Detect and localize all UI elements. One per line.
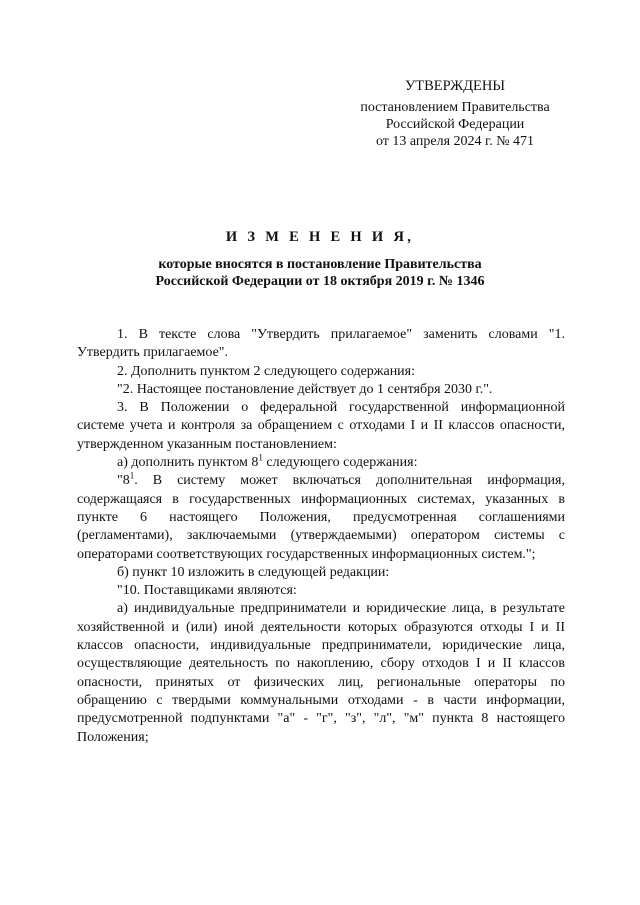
document-subtitle-line-1: которые вносятся в постановление Правительства (158, 257, 482, 272)
paragraph-6 (77, 472, 565, 563)
approval-heading: УТВЕРЖДЕНЫ (404, 78, 506, 94)
paragraph-6-text-b: . В систему может включаться дополнительная информация, содержащаяся в государственных информационных системах, указанных в пункте 6 настоящего Положения, предусмотренная соглашениями (регламентами), заключаемыми (утверждаемыми) оператором системы с операторами соответствующих государственных информационных систем."; (77, 473, 565, 562)
document-title: И З М Е Н Е Н И Я, (225, 229, 415, 245)
paragraph-5-text-a: а) дополнить пунктом 8 (117, 455, 259, 471)
approval-line-1: постановлением Правительства (360, 100, 550, 115)
document-title-block (0, 228, 640, 290)
paragraph-6-superscript: 1 (129, 470, 135, 481)
document-subtitle-line-2: Российской Федерации от 18 октября 2019 г. № 1346 (155, 274, 485, 289)
paragraph-5-superscript: 1 (258, 452, 263, 463)
paragraph-2: 2. Дополнить пунктом 2 следующего содержания: (117, 363, 416, 379)
paragraph-6-text-a: "8 (117, 473, 130, 489)
paragraph-9: а) индивидуальные предприниматели и юридические лица, в результате хозяйственной и (или) иной деятельности которых образуются отходы I и II классов опасности, индивидуальные предприниматели, юридические лица, осуществляющие деятельность по накоплению, сбору отходов I и II классов опасности, принятых от физических лиц, региональные операторы по обращению с твердыми коммунальными отходами - в части информации, предусмотренной подпунктами "а" - "г", "з", "л", "м" пункта 8 настоящего Положения; (77, 601, 565, 745)
paragraph-5 (77, 454, 565, 472)
document-body (77, 326, 565, 747)
paragraph-5-text-b: следующего содержания: (262, 455, 418, 471)
approval-line-2: Российской Федерации (385, 117, 525, 132)
paragraph-1: 1. В тексте слова "Утвердить прилагаемое" заменить словами "1. Утвердить прилагаемое". (77, 327, 565, 361)
paragraph-8: "10. Поставщиками являются: (117, 583, 297, 599)
paragraph-4: 3. В Положении о федеральной государственной информационной системе учета и контроля за обращением с отходами I и II классов опасности, утвержденном указанным постановлением: (77, 400, 565, 452)
approval-stamp (340, 78, 570, 150)
paragraph-7: б) пункт 10 изложить в следующей редакции: (117, 564, 390, 580)
paragraph-3: "2. Настоящее постановление действует до 1 сентября 2030 г.". (117, 381, 493, 397)
approval-line-3: от 13 апреля 2024 г. № 471 (375, 134, 535, 149)
